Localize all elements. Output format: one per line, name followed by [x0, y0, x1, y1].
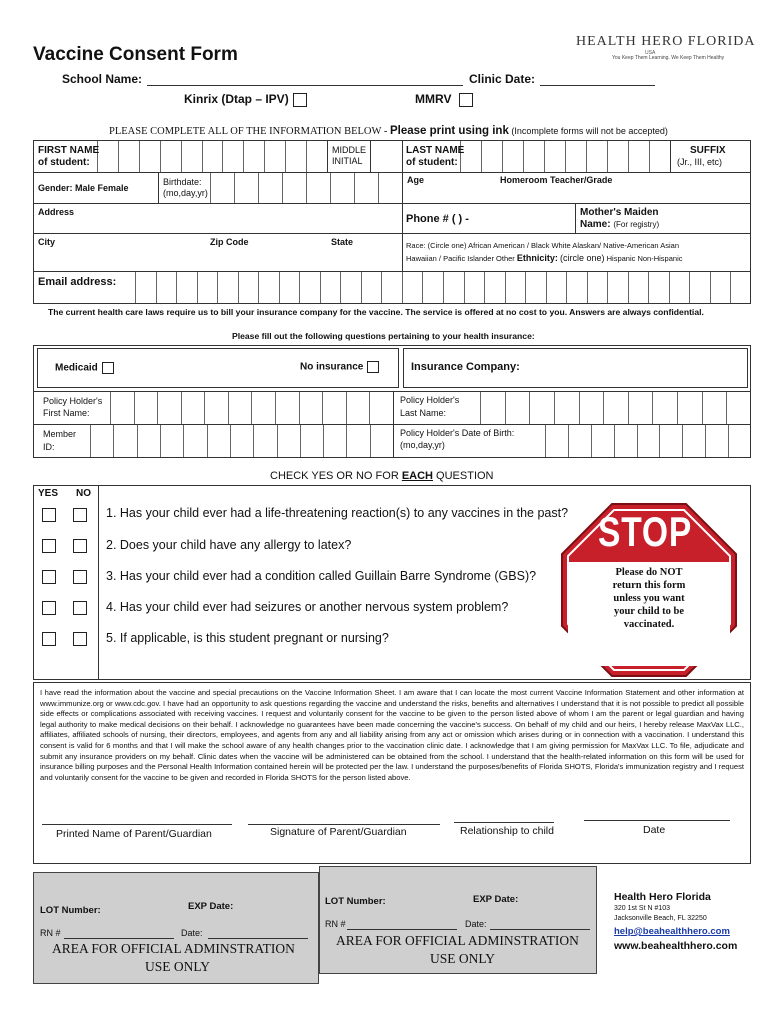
age-label: Age: [407, 175, 425, 185]
stop-line-4: your child to be: [613, 606, 685, 617]
insurance-heading: Please fill out the following questions pertaining to your health insurance:: [232, 331, 535, 341]
printed-name-line[interactable]: [42, 824, 232, 825]
lot-number-label-2: LOT Number:: [325, 896, 386, 907]
email-label: Email address:: [38, 276, 117, 288]
medicaid-option: [55, 362, 114, 374]
clinic-date-label: Clinic Date:: [469, 72, 536, 86]
relationship-line[interactable]: [454, 822, 554, 823]
stop-sign-message: [578, 566, 720, 631]
holder-first-label-2: First Name:: [43, 408, 90, 418]
instructions: [109, 125, 668, 137]
clinic-date-line[interactable]: [540, 85, 655, 86]
no-insurance-checkbox[interactable]: [367, 361, 379, 373]
stop-line-5: vaccinated.: [623, 619, 675, 630]
holder-last-label-1: Policy Holder's: [400, 395, 460, 405]
official-area-2-line2: USE ONLY: [430, 951, 496, 966]
first-name-cells[interactable]: [97, 141, 327, 172]
email-cells[interactable]: [135, 272, 751, 303]
holder-dob-cells[interactable]: [545, 425, 751, 457]
no-header: NO: [76, 488, 91, 499]
questions-heading-pre: CHECK YES OR NO FOR: [270, 470, 402, 482]
maiden-label-3: (For registry): [613, 220, 660, 229]
contact-address-2: Jacksonville Beach, FL 32250: [614, 915, 707, 922]
date-label-1: Date:: [181, 928, 203, 938]
form-title: Vaccine Consent Form: [33, 44, 238, 65]
questions-heading-each: EACH: [401, 470, 433, 482]
kinrix-option: [184, 92, 307, 107]
no-insurance-option: [300, 361, 379, 373]
holder-last-label-2: Last Name:: [400, 408, 447, 418]
exp-date-label-1: EXP Date:: [188, 901, 234, 912]
last-name-cells[interactable]: [460, 141, 670, 172]
holder-first-name-cells[interactable]: [110, 392, 393, 424]
last-name-label-1: LAST NAME: [406, 145, 465, 156]
ethnicity-label: Ethnicity:: [516, 253, 558, 263]
contact-name: Health Hero Florida: [614, 891, 711, 903]
question-4: 4. Has your child ever had seizures or another nervous system problem?: [106, 600, 509, 614]
no-insurance-label: No insurance: [300, 361, 364, 373]
instructions-part1: PLEASE COMPLETE ALL OF THE INFORMATION BELOW -: [109, 126, 390, 137]
suffix-label-1: SUFFIX: [690, 145, 726, 156]
maiden-label-1: Mother's Maiden: [580, 207, 659, 218]
address-label: Address: [38, 207, 75, 217]
contact-address-1: 320 1st St N #103: [614, 905, 671, 912]
printed-name-label: Printed Name of Parent/Guardian: [56, 828, 212, 840]
q4-yes-checkbox[interactable]: [42, 601, 56, 615]
stop-line-3: unless you want: [613, 593, 685, 604]
question-1: 1. Has your child ever had a life-threatening reaction(s) to any vaccines in the past?: [106, 506, 569, 520]
ethnicity-options: Hispanic Non-Hispanic: [606, 254, 683, 263]
birthdate-label-2: (mo,day,yr): [163, 188, 208, 198]
first-name-label-2: of student:: [38, 157, 90, 168]
last-name-label-2: of student:: [406, 157, 458, 168]
question-3: 3. Has your child ever had a condition called Guillain Barre Syndrome (GBS)?: [106, 569, 537, 583]
question-2: 2. Does your child have any allergy to latex?: [106, 538, 352, 552]
rn-label-2: RN #: [325, 919, 346, 929]
contact-email-link[interactable]: help@beahealthhero.com: [614, 926, 730, 937]
q1-no-checkbox[interactable]: [73, 508, 87, 522]
kinrix-checkbox[interactable]: [293, 93, 307, 107]
mmrv-checkbox[interactable]: [459, 93, 473, 107]
brand-name: HEALTH HERO FLORIDA: [576, 34, 756, 49]
official-area-1-line1: AREA FOR OFFICIAL ADMINSTRATION: [52, 941, 295, 956]
instructions-part3: (Incomplete forms will not be accepted): [508, 126, 668, 136]
date-label-2: Date:: [465, 919, 487, 929]
q1-yes-checkbox[interactable]: [42, 508, 56, 522]
q4-no-checkbox[interactable]: [73, 601, 87, 615]
q5-no-checkbox[interactable]: [73, 632, 87, 646]
medicaid-label: Medicaid: [55, 362, 98, 374]
birthdate-label-1: Birthdate:: [163, 177, 202, 187]
ethnicity-instruction: (circle one): [560, 253, 605, 263]
signature-label: Signature of Parent/Guardian: [270, 826, 407, 838]
signature-line[interactable]: [248, 824, 440, 825]
zip-label: Zip Code: [210, 237, 249, 247]
maiden-label: [580, 219, 659, 230]
q5-yes-checkbox[interactable]: [42, 632, 56, 646]
insurance-company-label: Insurance Company:: [411, 361, 520, 373]
holder-last-name-cells[interactable]: [480, 392, 751, 424]
mmrv-option: [415, 92, 473, 107]
stop-word: STOP: [598, 508, 693, 555]
consent-text: I have read the information about the vaccine and special precautions on the Vaccine Information Sheet. I am aware that I can locate the most current Vaccine Information Statement and other information at www.immunize.org or www.cdc.gov. I have had an opportunity to ask questions regarding the vaccine and understand the risks, benefits and alternatives I understand that it is not possible to predict all possible side effects or complications associated with receiving vaccines. I request and voluntarily consent for the vaccine to be given to the person listed above of whom I am the parent or legal guardian and having legal authority to make medical decisions on their behalf. I acknowledge no guarantees have been made concerning the vaccine's success. On behalf of my child and our heirs, I hereby release MaxVax LLC., affiliates, affiliated schools of nursing, their directors, employees, and agents from any and all liability arising from any act or omission which arises during or in connection with a vaccination. I understand this consent is valid for 6 months and that I will make the school aware of any health changes prior to the vaccination clinic date. I acknowledge that I am giving permission for MaxVax LLC. To file, adjudicate and submit any insurance providers on my behalf. Clinic dates when the vaccine will be administered can be obtained from the school. I understand that the health-related information on this form will be used for insurance billing purposes and the Personal Health Information contained herein will be protected per the law. I understand the purposes/benefits of Florida SHOTS, Florida's immunization registry and I request and voluntarily consent for the vaccine to be given and recorded in Florida SHOTS for the person listed above.: [40, 688, 744, 782]
date-line[interactable]: [584, 820, 730, 821]
q3-yes-checkbox[interactable]: [42, 570, 56, 584]
kinrix-label: Kinrix (Dtap – IPV): [184, 92, 289, 106]
question-5: 5. If applicable, is this student pregnant or nursing?: [106, 631, 389, 645]
yes-header: YES: [38, 488, 59, 499]
mmrv-label: MMRV: [415, 92, 452, 106]
birthdate-cells[interactable]: [210, 173, 402, 203]
middle-initial-label-1: MIDDLE: [332, 145, 367, 155]
holder-first-label-1: Policy Holder's: [43, 396, 103, 406]
gender-label: Gender: Male Female: [38, 183, 129, 193]
member-id-label-2: ID:: [43, 442, 55, 452]
brand-tagline: You Keep Them Learning. We Keep Them Healthy: [612, 55, 725, 61]
exp-date-label-2: EXP Date:: [473, 894, 519, 905]
holder-dob-label-1: Policy Holder's Date of Birth:: [400, 428, 515, 438]
questions-heading-post: QUESTION: [433, 470, 494, 482]
holder-dob-label-2: (mo,day,yr): [400, 440, 445, 450]
phone-label: Phone # ( ) -: [406, 213, 469, 225]
insurance-billing-note: The current health care laws require us to bill your insurance company for the vaccine. The service is offered at no cost to you. Answers are always confidential.: [48, 307, 704, 317]
relationship-label: Relationship to child: [460, 825, 554, 837]
q2-no-checkbox[interactable]: [73, 539, 87, 553]
race-label-2: Hawaiian / Pacific Islander Other: [406, 254, 515, 263]
official-area-2-line1: AREA FOR OFFICIAL ADMINSTRATION: [336, 933, 579, 948]
brand-sub: USA: [645, 50, 656, 56]
middle-initial-label-2: INITIAL: [332, 156, 363, 166]
medicaid-checkbox[interactable]: [102, 362, 114, 374]
stop-line-1: Please do NOT: [615, 567, 683, 578]
suffix-label-2: (Jr., III, etc): [677, 157, 723, 167]
member-id-label-1: Member: [43, 429, 77, 439]
official-area-1-line2: USE ONLY: [145, 959, 211, 974]
race-label: Race: (Circle one) African American / Black White Alaskan/ Native-American Asian: [406, 241, 680, 250]
date-label: Date: [643, 824, 666, 836]
lot-number-label-1: LOT Number:: [40, 905, 101, 916]
first-name-label-1: FIRST NAME: [38, 145, 100, 156]
q2-yes-checkbox[interactable]: [42, 539, 56, 553]
rn-label-1: RN #: [40, 928, 61, 938]
contact-website-link[interactable]: www.beahealthhero.com: [614, 940, 738, 952]
questions-heading: [270, 470, 494, 482]
state-label: State: [331, 237, 354, 247]
race-ethnicity-line: [406, 253, 683, 263]
member-id-cells[interactable]: [90, 425, 393, 457]
stop-line-2: return this form: [612, 580, 686, 591]
q3-no-checkbox[interactable]: [73, 570, 87, 584]
school-name-label: School Name:: [62, 72, 143, 86]
maiden-label-2: Name:: [580, 219, 611, 230]
instructions-part2: Please print using ink: [389, 125, 509, 137]
homeroom-label: Homeroom Teacher/Grade: [500, 175, 613, 185]
school-name-line[interactable]: [147, 85, 463, 86]
city-label: City: [38, 237, 56, 247]
